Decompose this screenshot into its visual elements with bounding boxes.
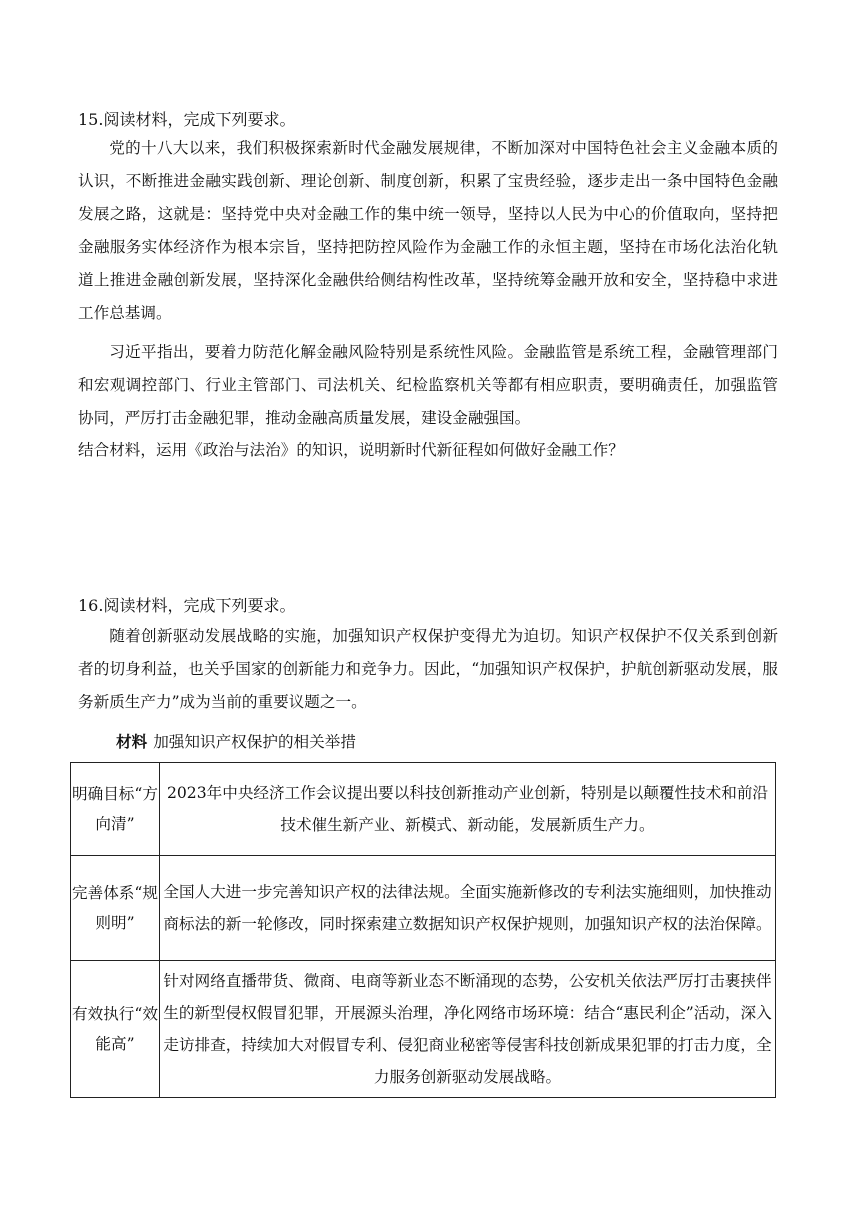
material-caption-text: 加强知识产权保护的相关举措 bbox=[153, 733, 356, 751]
table-row-content: 2023年中央经济工作会议提出要以科技创新推动产业创新，特别是以颠覆性技术和前沿技术催生新产业、新模式、新动能，发展新质生产力。 bbox=[160, 763, 776, 856]
question-15-paragraph-2: 习近平指出，要着力防范化解金融风险特别是系统性风险。金融监管是系统工程，金融管理部门和宏观调控部门、行业主管部门、司法机关、纪检监察机关等都有相应职责，要明确责任，加强监管协同，严厉打击金融犯罪，推动金融高质量发展，建设金融强国。 bbox=[78, 343, 778, 427]
table-row-label: 有效执行“效能高” bbox=[71, 961, 160, 1098]
table-row bbox=[71, 763, 776, 856]
measures-table bbox=[70, 762, 776, 1098]
question-15-title: 15.阅读材料，完成下列要求。 bbox=[78, 110, 296, 129]
table-row-content: 全国人大进一步完善知识产权的法律法规。全面实施新修改的专利法实施细则，加快推动商标法的新一轮修改，同时探索建立数据知识产权保护规则，加强知识产权的法治保障。 bbox=[160, 856, 776, 961]
question-15-prompt: 结合材料，运用《政治与法治》的知识，说明新时代新征程如何做好金融工作？ bbox=[78, 441, 624, 459]
table-row-label: 明确目标“方向清” bbox=[71, 763, 160, 856]
material-caption bbox=[116, 730, 356, 754]
table-row-label: 完善体系“规则明” bbox=[71, 856, 160, 961]
question-16-paragraph-1: 随着创新驱动发展战略的实施，加强知识产权保护变得尤为迫切。知识产权保护不仅关系到创新者的切身利益，也关乎国家的创新能力和竞争力。因此，“加强知识产权保护，护航创新驱动发展，服务新质生产力”成为当前的重要议题之一。 bbox=[78, 627, 778, 711]
material-caption-label: 材料 bbox=[116, 732, 148, 751]
table-row bbox=[71, 961, 776, 1098]
question-15-paragraph-1: 党的十八大以来，我们积极探索新时代金融发展规律，不断加深对中国特色社会主义金融本质的认识，不断推进金融实践创新、理论创新、制度创新，积累了宝贵经验，逐步走出一条中国特色金融发展之路，这就是：坚持党中央对金融工作的集中统一领导，坚持以人民为中心的价值取向，坚持把金融服务实体经济作为根本宗旨，坚持把防控风险作为金融工作的永恒主题，坚持在市场化法治化轨道上推进金融创新发展，坚持深化金融供给侧结构性改革，坚持统筹金融开放和安全，坚持稳中求进工作总基调。 bbox=[78, 139, 778, 322]
table-row-content: 针对网络直播带货、微商、电商等新业态不断涌现的态势，公安机关依法严厉打击裹挟伴生的新型侵权假冒犯罪，开展源头治理，净化网络市场环境：结合“惠民利企”活动，深入走访排查，持续加大对假冒专利、侵犯商业秘密等侵害科技创新成果犯罪的打击力度，全力服务创新驱动发展战略。 bbox=[160, 961, 776, 1098]
table-row bbox=[71, 856, 776, 961]
question-16-title: 16.阅读材料，完成下列要求。 bbox=[78, 596, 296, 615]
